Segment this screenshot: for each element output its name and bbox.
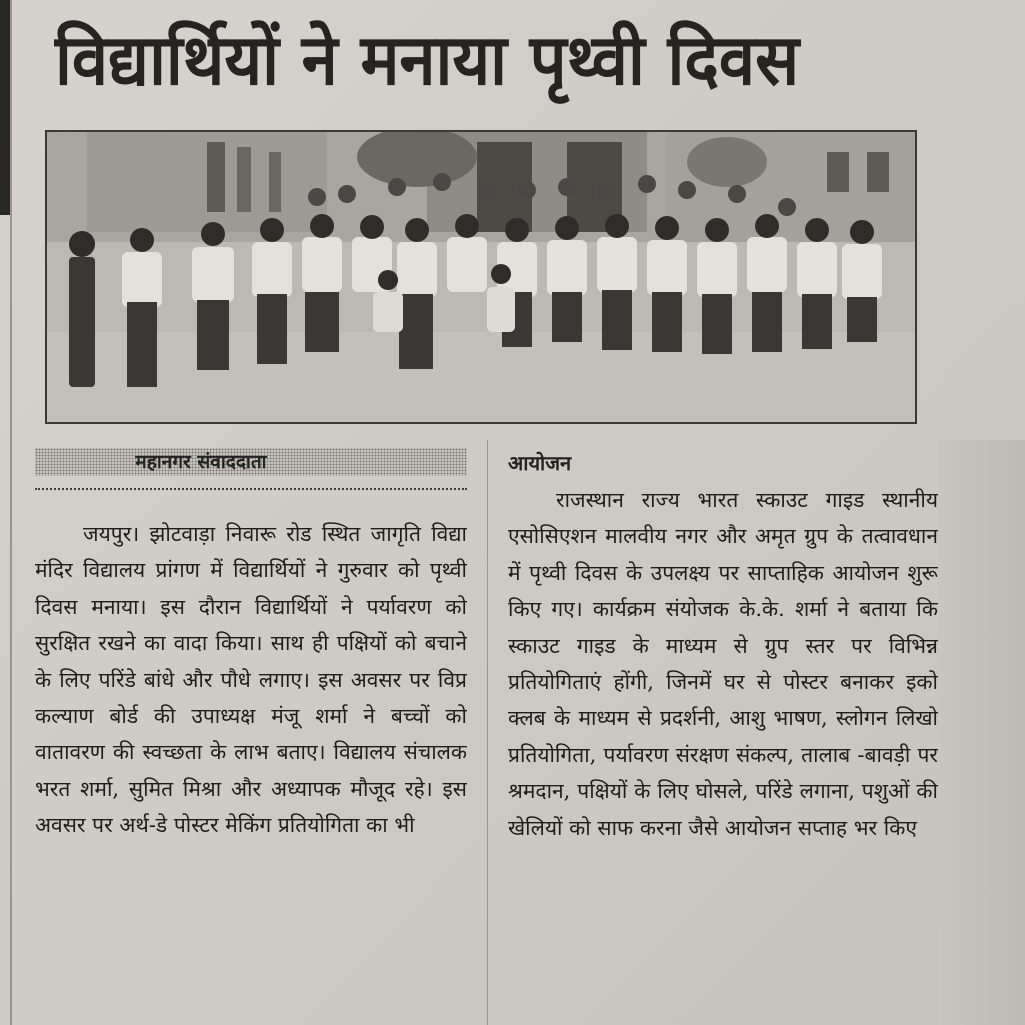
right-column [508, 448, 938, 1025]
adjacent-column-edge [0, 0, 10, 215]
article-paragraph-right [508, 482, 938, 846]
byline: महानगर संवाददाता [35, 448, 467, 476]
group-photo-icon [45, 130, 917, 424]
article-paragraph-left [35, 516, 467, 844]
paragraph-text: जयपुर। झोटवाड़ा निवारू रोड स्थित जागृति विद्या मंदिर विद्यालय प्रांगण में विद्यार्थियों ने गुरुवार को पृथ्वी दिवस मनाया। इस दौरान विद्यार्थियों ने पर्यावरण को सुरक्षित रखने का वादा किया। साथ ही पक्षियों को बचाने के लिए परिंडे बांधे और पौधे लगाए। इस अवसर पर विप्र कल्याण बोर्ड की उपाध्यक्ष मंजू शर्मा ने बच्चों को वातावरण की स्वच्छता के लाभ बताए। विद्यालय संचालक भरत शर्मा, सुमित मिश्रा और अध्यापक मौजूद रहे। इस अवसर पर अर्थ-डे पोस्टर मेकिंग प्रतियोगिता का भी [35, 522, 467, 838]
dotted-separator [35, 488, 467, 490]
paragraph-text: राजस्थान राज्य भारत स्काउट गाइड स्थानीय एसोसिएशन मालवीय नगर और अमृत ग्रुप के तत्वावधान में पृथ्वी दिवस के उपलक्ष्य पर साप्ताहिक आयोजन शुरू किए गए। कार्यक्रम संयोजक के.के. शर्मा ने बताया कि स्काउट गाइड के माध्यम से ग्रुप स्तर पर विभिन्न प्रतियोगिताएं होंगी, जिनमें घर से पोस्टर बनाकर इको क्लब के माध्यम से प्रदर्शनी, आशु भाषण, स्लोगन लिखो प्रतियोगिता, पर्यावरण संरक्षण संकल्प, तालाब -बावड़ी पर श्रमदान, पक्षियों के लिए घोसले, परिंडे लगाना, पशुओं की खेलियों को साफ करना जैसे आयोजन सप्ताह भर किए [508, 488, 938, 840]
article-headline: विद्यार्थियों ने मनाया पृथ्वी दिवस [55, 19, 800, 101]
left-column [35, 448, 467, 1025]
column-divider [487, 440, 488, 1025]
continuation-subhead: आयोजन [508, 451, 572, 475]
page-margin [938, 440, 1025, 1025]
column-rule [10, 0, 12, 1025]
